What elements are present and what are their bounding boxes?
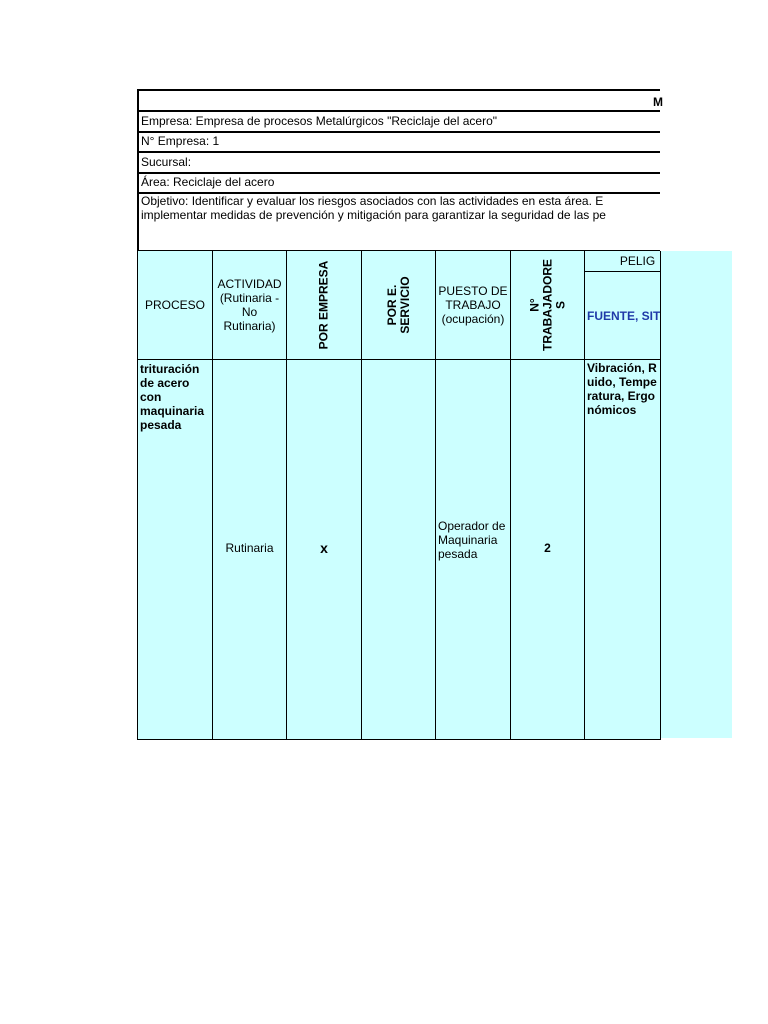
cell-por-empresa [286, 360, 361, 740]
col-header-por-empresa [286, 251, 361, 360]
risk-table [137, 251, 732, 740]
col-header-puesto-label: PUESTO DE TRABAJO (ocupación) [438, 284, 508, 326]
col-header-trabajadores [510, 251, 584, 360]
col-header-puesto [435, 251, 510, 360]
objetivo-line-1: Objetivo: Identificar y evaluar los riesgos asociados con las actividades en esta área. E [141, 194, 604, 208]
col-header-por-empresa-label: POR EMPRESA [316, 260, 331, 350]
table-right-border [660, 251, 661, 740]
empresa-row [137, 112, 660, 133]
numero-empresa-row [137, 133, 660, 153]
numero-empresa-label: N° Empresa: 1 [141, 134, 220, 148]
objetivo-line-2: implementar medidas de prevención y mitigación para garantizar la seguridad de las pe [141, 208, 606, 222]
col-header-fuente [584, 272, 660, 360]
cell-puesto [435, 360, 510, 740]
col-header-peligro [584, 251, 660, 272]
cell-actividad-text: Rutinaria [225, 541, 274, 555]
cell-trabajadores-text: 2 [544, 541, 551, 555]
area-label: Área: Reciclaje del acero [141, 175, 275, 189]
col-header-proceso [137, 251, 212, 360]
cell-puesto-text: Operador de Maquinaria pesada [438, 519, 506, 561]
empresa-label: Empresa: Empresa de procesos Metalúrgicos "Reciclaje del acero" [141, 114, 498, 128]
col-header-por-servicio [361, 251, 435, 360]
col-header-trabajadores-label: N° TRABAJADORE S [527, 259, 567, 352]
area-row [137, 174, 660, 194]
cell-proceso [137, 360, 212, 740]
cell-fuente [584, 360, 660, 740]
cell-proceso-text: trituración de acero con maquinaria pesada [140, 362, 205, 432]
cell-por-servicio [361, 360, 435, 740]
cell-trabajadores [510, 360, 584, 740]
table-overflow-fill [660, 251, 732, 738]
cell-actividad [212, 360, 286, 740]
title-fragment: M [653, 95, 663, 109]
col-header-por-servicio-label: POR E. SERVICIO [384, 276, 412, 334]
col-header-fuente-label: FUENTE, SIT [587, 309, 661, 323]
col-header-peligro-label: PELIG [619, 254, 656, 268]
col-header-actividad [212, 251, 286, 360]
col-header-actividad-label: ACTIVIDAD (Rutinaria - No Rutinaria) [217, 277, 282, 333]
objetivo-row [137, 194, 660, 252]
cell-fuente-text: Vibración, Ruido, Temperatura, Ergonómicos [587, 361, 657, 417]
col-header-proceso-label: PROCESO [144, 298, 205, 312]
cell-por-empresa-mark: x [320, 540, 328, 556]
sucursal-label: Sucursal: [141, 155, 192, 169]
title-row [137, 89, 663, 112]
sucursal-row [137, 153, 660, 174]
